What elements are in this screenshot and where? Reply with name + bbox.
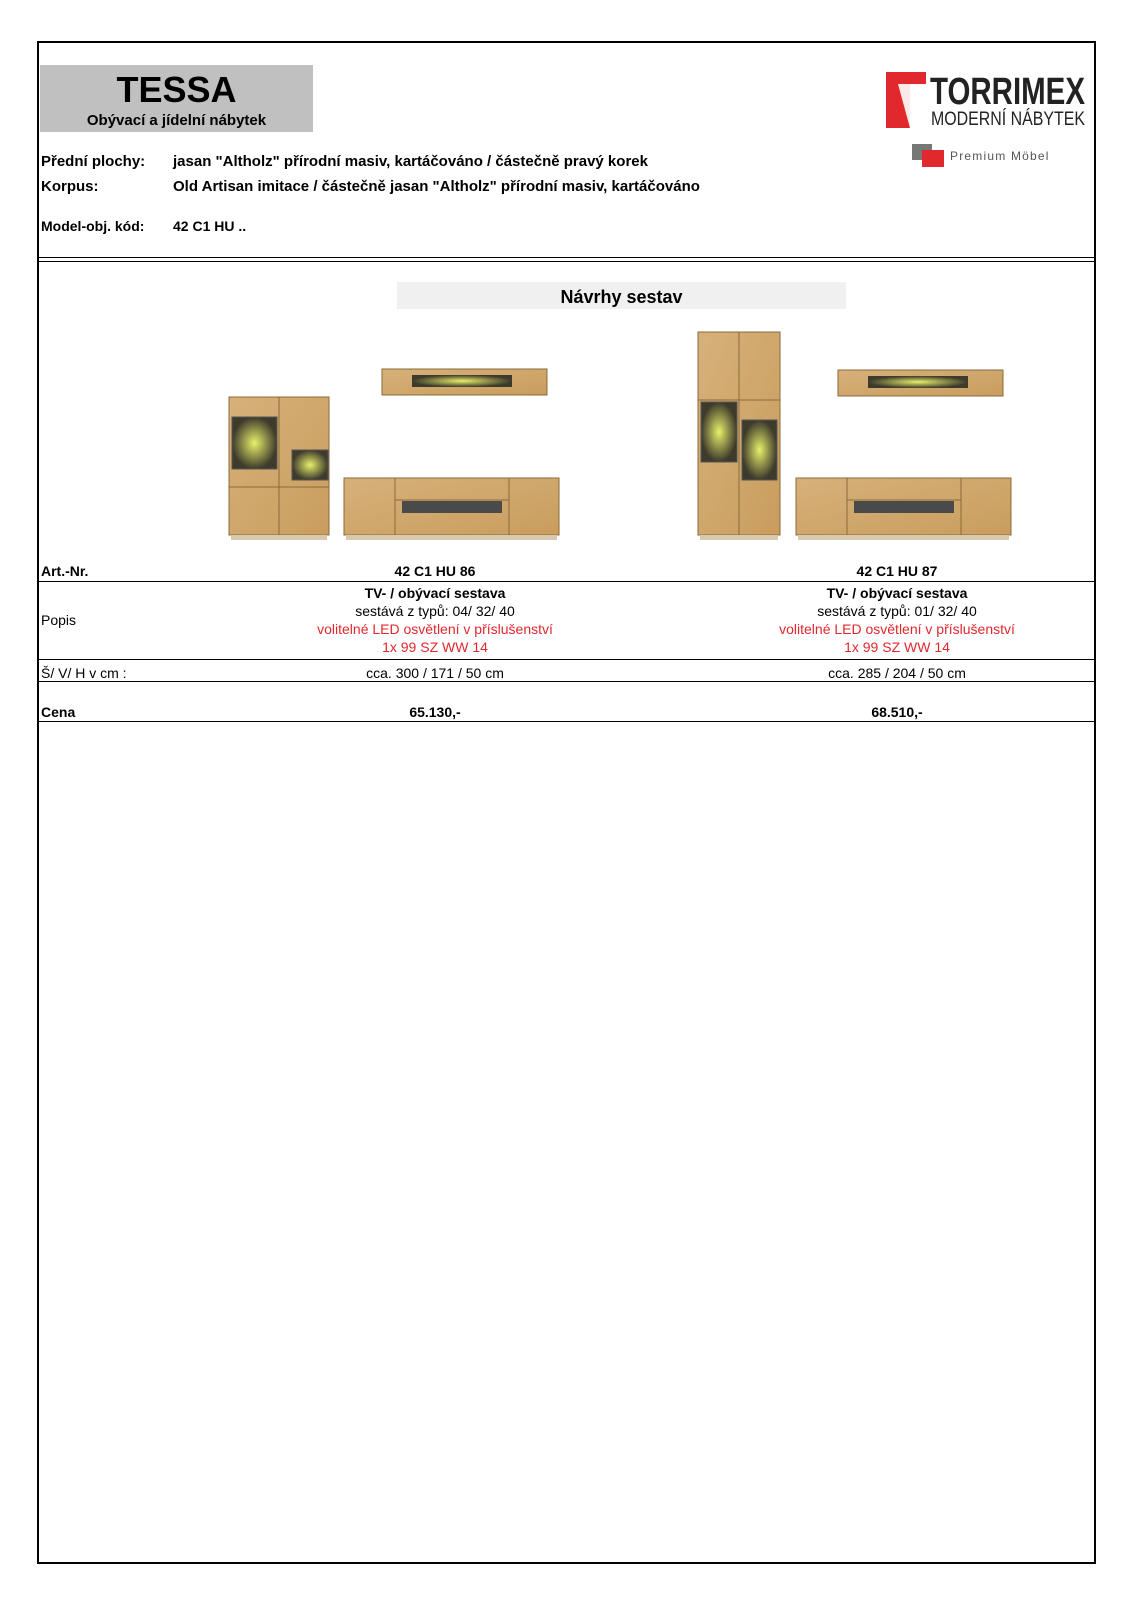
price: 65.130,- (409, 704, 461, 720)
dimensions: cca. 300 / 171 / 50 cm (366, 665, 504, 681)
row-divider (39, 581, 1094, 582)
section-title: Návrhy sestav (397, 282, 846, 309)
art-number: 42 C1 HU 86 (394, 563, 476, 579)
page-subtitle: Obývací a jídelní nábytek (86, 112, 267, 129)
spec-label: Korpus: (41, 178, 99, 195)
spec-value: 42 C1 HU .. (173, 218, 247, 234)
title-box (40, 65, 313, 132)
row-label: Cena (41, 704, 76, 720)
spec-label: Model-obj. kód: (41, 218, 145, 234)
row-label: Art.-Nr. (41, 563, 89, 579)
desc-title: TV- / obývací sestava (364, 585, 506, 601)
page-title: TESSA (116, 69, 237, 110)
desc-led-code: 1x 99 SZ WW 14 (844, 639, 950, 655)
brand-tagline: MODERNÍ NÁBYTEK (931, 109, 1086, 130)
brand-logo (884, 70, 1089, 130)
row-divider (39, 659, 1094, 660)
desc-led: volitelné LED osvětlení v příslušenství (779, 621, 1015, 637)
page-frame (37, 41, 1096, 1564)
row-label: Popis (41, 612, 77, 628)
row-divider (39, 721, 1094, 722)
row-label: Š/ V/ H v cm : (41, 665, 127, 681)
furniture-set-86-icon (222, 365, 567, 545)
dimensions: cca. 285 / 204 / 50 cm (828, 665, 966, 681)
description-cell (229, 584, 641, 656)
brand-name: TORRIMEX (930, 71, 1086, 113)
spec-value: jasan "Altholz" přírodní masiv, kartáčováno / částečně pravý korek (173, 153, 648, 170)
desc-types: sestává z typů: 01/ 32/ 40 (817, 603, 977, 619)
desc-led-code: 1x 99 SZ WW 14 (382, 639, 488, 655)
furniture-set-image-87 (698, 332, 1018, 545)
spec-label: Přední plochy: (41, 153, 146, 170)
price: 68.510,- (871, 704, 923, 720)
furniture-set-image-86 (222, 365, 567, 545)
art-number: 42 C1 HU 87 (856, 563, 938, 579)
spec-value: Old Artisan imitace / částečně jasan "Altholz" přírodní masiv, kartáčováno (173, 178, 700, 195)
desc-led: volitelné LED osvětlení v příslušenství (317, 621, 553, 637)
header-divider (39, 257, 1094, 262)
description-cell (691, 584, 1103, 656)
premium-squares-icon (912, 144, 946, 168)
desc-title: TV- / obývací sestava (826, 585, 968, 601)
row-divider (39, 681, 1094, 682)
furniture-set-87-icon (698, 332, 1018, 545)
torrimex-logo-icon (884, 70, 1089, 130)
brand-sub (912, 144, 1082, 170)
desc-types: sestává z typů: 04/ 32/ 40 (355, 603, 515, 619)
brand-sub-text: Premium Möbel (950, 149, 1050, 163)
